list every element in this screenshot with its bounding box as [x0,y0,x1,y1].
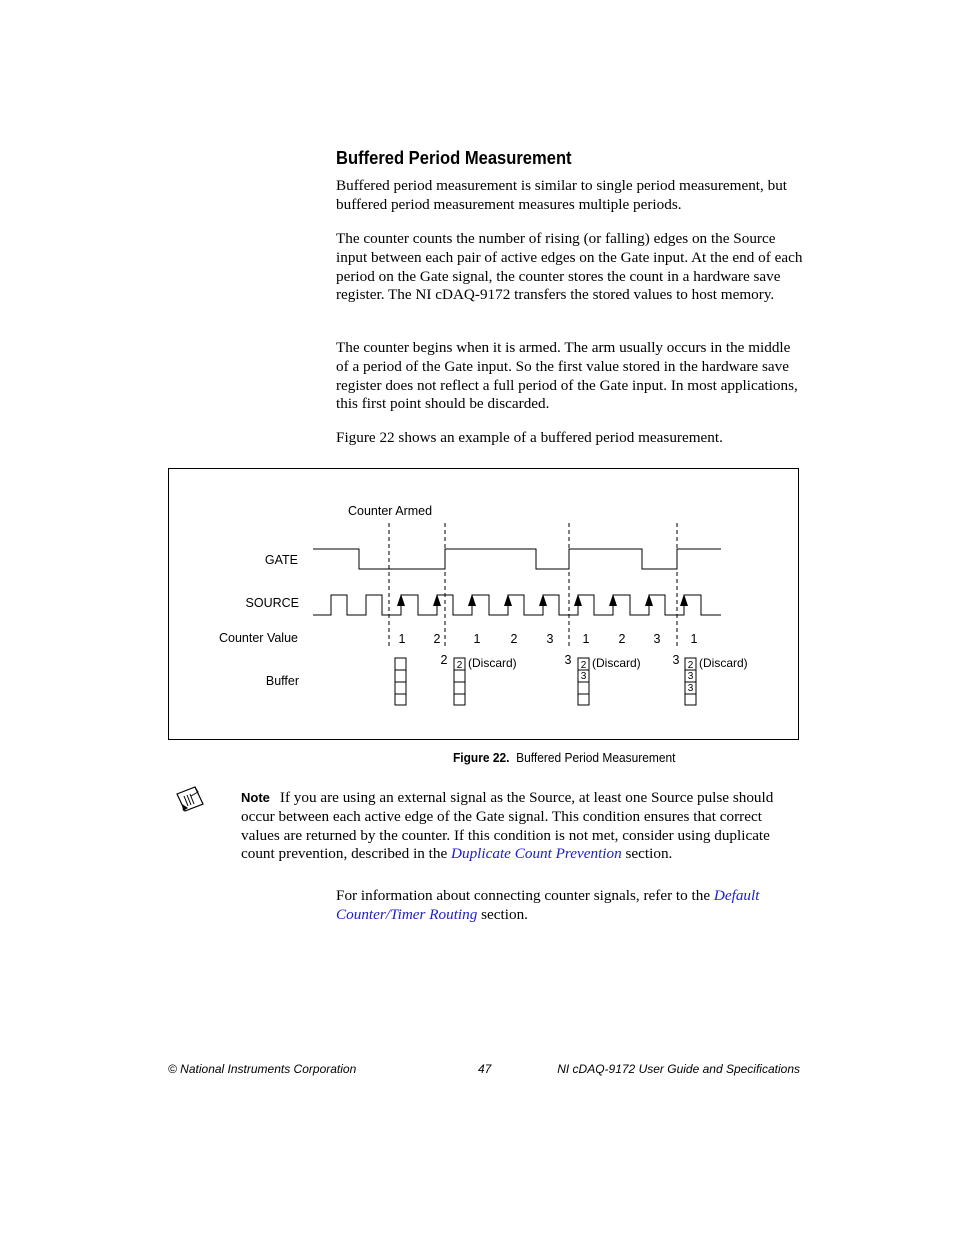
note-text: If you are using an external signal as the Source, at least one Source pulse should occur between each active edge of the Gate signal. This condition ensures that correct values are returned by the counter. If this condition is not met, consider using duplicate count prevention, described in the [241,789,774,863]
gate-waveform [313,549,721,569]
edge-arrow-icon [504,594,512,606]
duplicate-count-prevention-link[interactable]: Duplicate Count Prevention [451,845,622,863]
note-text-end: section. [621,845,673,863]
edge-arrow-icon [539,594,547,606]
buffer-cell-value: 2 [687,660,694,671]
edge-arrow-icon [397,594,405,606]
info-text-end: section. [477,905,528,923]
counter-value: 2 [433,632,441,646]
caption-text: Buffered Period Measurement [516,750,676,765]
note-icon [174,784,206,814]
note-label: Note [241,790,270,805]
counter-value: 3 [653,632,661,646]
buffer-cell [395,682,406,694]
counter-value: 1 [398,632,406,646]
paragraph-arming: The counter begins when it is armed. The arm usually occurs in the middle of a period of the Gate input. So the first value stored in the hardware save register does not reflect a full period of the Gate input. In most applications, this first point should be discarded. [336,339,798,413]
counter-value-label: Counter Value [219,631,298,645]
paragraph-intro: Buffered period measurement is similar to single period measurement, but buffered period measurement measures multiple periods. [336,177,788,213]
edge-arrow-icon [468,594,476,606]
section-title: Buffered Period Measurement [336,148,572,168]
caption-label: Figure 22. [453,750,510,765]
source-waveform [313,595,721,615]
buffer-cell [578,682,589,694]
buffer-cell [395,694,406,705]
source-label: SOURCE [245,596,299,610]
discard-label: (Discard) [468,656,517,670]
latched-value: 3 [672,653,680,667]
info-paragraph [336,887,806,925]
edge-arrow-icon [433,594,441,606]
buffer-cell-value: 2 [456,660,463,671]
paragraph-counting: The counter counts the number of rising (or falling) edges on the Source input between each pair of active edges on the Gate input. At the end of each period on the Gate signal, the counter stores the count in a hardware save register. The NI cDAQ-9172 transfers the stored values to host memory. [336,230,803,304]
buffer-cell-value: 2 [580,660,587,671]
counter-value: 3 [546,632,554,646]
buffer-cell [685,694,696,705]
edge-arrow-icon [680,594,688,606]
buffer-cell-value: 3 [687,671,694,682]
info-text: For information about connecting counter signals, refer to the [336,887,714,904]
figure-caption [453,750,676,765]
discard-label: (Discard) [592,656,641,670]
discard-label: (Discard) [699,656,748,670]
buffer-cell [395,658,406,670]
rising-edge-arrows [397,594,688,606]
gate-label: GATE [264,553,298,567]
counter-value: 1 [690,632,698,646]
edge-arrow-icon [574,594,582,606]
page-number: 47 [478,1062,492,1076]
latched-value: 3 [564,653,572,667]
counter-armed-label: Counter Armed [348,504,433,518]
timing-diagram [169,469,800,741]
edge-arrow-icon [645,594,653,606]
buffer-cell-value: 3 [687,683,694,694]
footer-left: © National Instruments Corporation [168,1062,357,1076]
buffer-cell [395,670,406,682]
latched-value: 2 [440,653,448,667]
buffer-cell [454,670,465,682]
figure-frame [168,468,799,740]
buffer-cell-value: 3 [580,671,587,682]
edge-arrow-icon [609,594,617,606]
counter-value: 1 [473,632,481,646]
counter-value: 1 [582,632,590,646]
buffer-cell [454,682,465,694]
armed-marker-lines [389,523,677,649]
buffer-cell [578,694,589,705]
footer-right: NI cDAQ-9172 User Guide and Specifications [557,1062,800,1076]
counter-value: 2 [618,632,626,646]
note-block [241,789,796,864]
buffer-column [395,658,406,705]
default-counter-timer-routing-link[interactable]: Default Counter/Timer Routing [336,887,760,923]
buffer-cell [454,694,465,705]
counter-value: 2 [510,632,518,646]
buffer-label: Buffer [265,674,299,688]
paragraph-figure-ref: Figure 22 shows an example of a buffered period measurement. [336,429,723,446]
